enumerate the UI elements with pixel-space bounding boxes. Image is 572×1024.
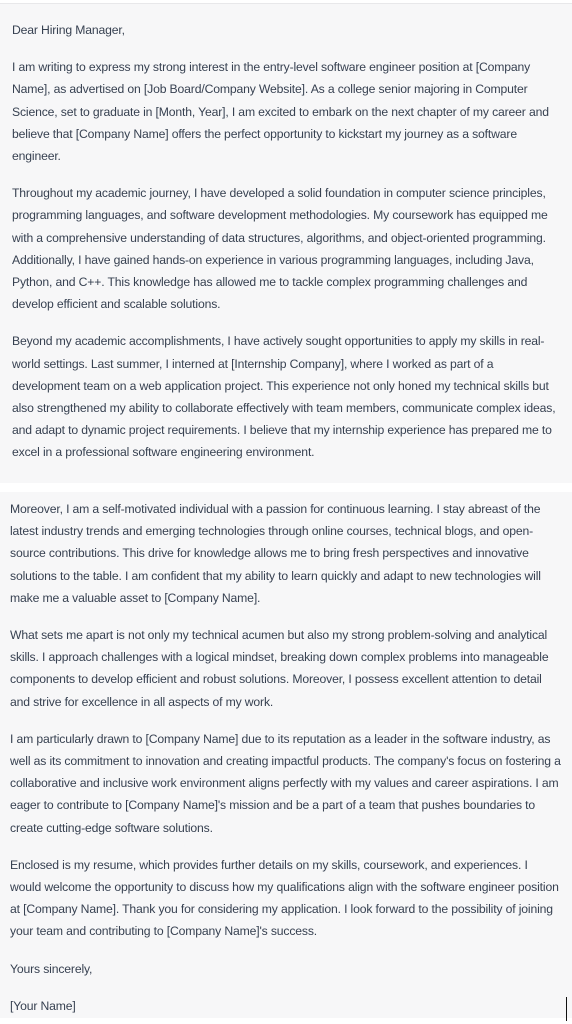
letter-paragraph-5: What sets me apart is not only my technical acumen but also my strong problem-solving and analytical skills. I approach challenges with a logical mindset, breaking down complex problems into manageable components to develop efficient and robust solutions. Moreover, I possess excellent attention to detail and strive for excellence in all aspects of my work. xyxy=(10,628,549,709)
letter-signature: [Your Name] xyxy=(10,998,76,1013)
letter-paragraph-2: Throughout my academic journey, I have developed a solid foundation in computer science principles, programming languages, and software development methodologies. My coursework has equipped me with a comprehensive understanding of data structures, algorithms, and object-oriented programming. Additionally, I have gained hands-on experience in various programming languages, including Java, Python, and C++. This knowledge has allowed me to tackle complex programming challenges and develop efficient and scalable solutions. xyxy=(12,186,548,312)
letter-paragraph-6: I am particularly drawn to [Company Name] due to its reputation as a leader in the software industry, as well as its commitment to innovation and creating impactful products. The company's focus on fostering a collaborative and inclusive work environment aligns perfectly with my values and career aspirations. I am eager to contribute to [Company Name]'s mission and be a part of a team that pushes boundaries to create cutting-edge software solutions. xyxy=(10,731,561,835)
letter-panel-bottom xyxy=(0,492,572,1018)
letter-paragraph-3: Beyond my academic accomplishments, I have actively sought opportunities to apply my skills in real-world settings. Last summer, I interned at [Internship Company], where I worked as part of a development team on a web application project. This experience not only honed my technical skills but also strengthened my ability to collaborate effectively with team members, communicate complex ideas, and adapt to dynamic project requirements. I believe that my internship experience has prepared me to excel in a professional software engineering environment. xyxy=(12,334,556,460)
letter-closing: Yours sincerely, xyxy=(10,961,93,976)
text-cursor xyxy=(566,997,567,1021)
letter-paragraph-1: I am writing to express my strong interest in the entry-level software engineer position at [Company Name], as advertised on [Job Board/Company Website]. As a college senior majoring in Computer Science, set to graduate in [Month, Year], I am excited to embark on the next chapter of my career and believe that [Company Name] offers the perfect opportunity to kickstart my journey as a software engineer. xyxy=(12,60,549,164)
letter-greeting: Dear Hiring Manager, xyxy=(12,23,125,37)
letter-paragraph-4: Moreover, I am a self-motivated individual with a passion for continuous learning. I stay abreast of the latest industry trends and emerging technologies through online courses, technical blogs, and open-source contributions. This drive for knowledge allows me to bring fresh perspectives and innovative solutions to the table. I am confident that my ability to learn quickly and adapt to new technologies will make me a valuable asset to [Company Name]. xyxy=(10,502,541,605)
letter-paragraph-7: Enclosed is my resume, which provides further details on my skills, coursework, and experiences. I would welcome the opportunity to discuss how my qualifications align with the software engineer position at [Company Name]. Thank you for considering my application. I look forward to the possibility of joining your team and contributing to [Company Name]'s success. xyxy=(10,857,559,939)
letter-panel-top xyxy=(0,3,572,483)
